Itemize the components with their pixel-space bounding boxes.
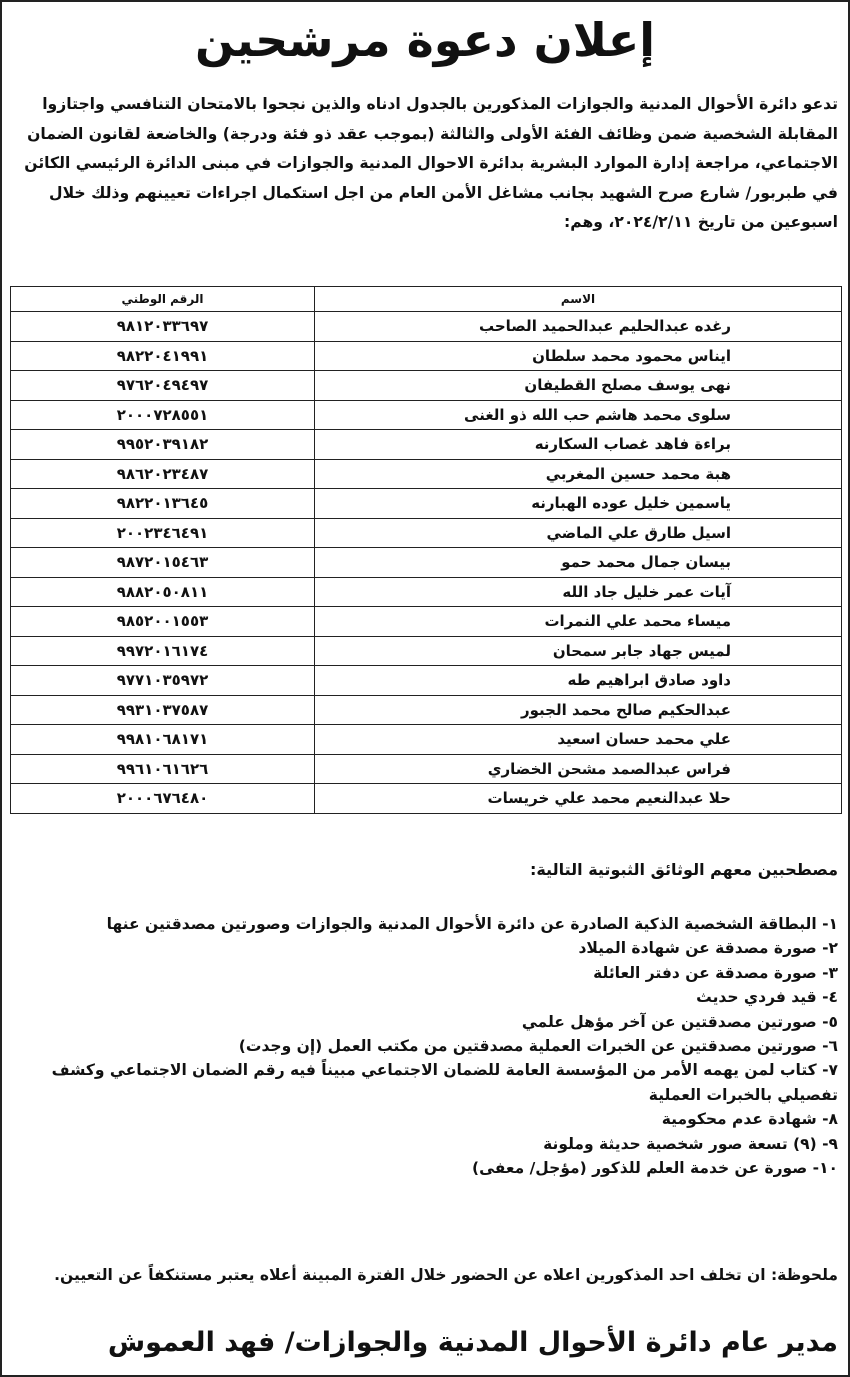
table-row bbox=[11, 577, 842, 607]
intro-line: في طبربور/ شارع صرح الشهيد بجانب مشاغل الأمن العام من اجل استكمال اجراءات تعيينهم وذلك خلال bbox=[49, 183, 838, 202]
note-text: ملحوظة: ان تخلف احد المذكورين اعلاه عن الحضور خلال الفترة المبينة أعلاه يعتبر مستنكفاً عن التعيين. bbox=[54, 1266, 838, 1284]
table-row bbox=[11, 430, 842, 460]
candidate-name: علي محمد حسان اسعيد bbox=[315, 725, 842, 755]
candidate-national-id: ٩٨٢٢٠١٣٦٤٥ bbox=[11, 489, 315, 519]
table-row bbox=[11, 666, 842, 696]
table-row bbox=[11, 548, 842, 578]
candidate-name: لميس جهاد جابر سمحان bbox=[315, 636, 842, 666]
candidate-national-id: ٩٨٨٢٠٥٠٨١١ bbox=[11, 577, 315, 607]
candidate-name: بيسان جمال محمد حمو bbox=[315, 548, 842, 578]
candidate-name: رغده عبدالحليم عبدالحميد الصاحب bbox=[315, 312, 842, 342]
page-title: إعلان دعوة مرشحين bbox=[194, 13, 656, 67]
list-item: ١٠- صورة عن خدمة العلم للذكور (مؤجل/ معفى) bbox=[471, 1159, 838, 1178]
candidate-name: ياسمين خليل عوده الهبارنه bbox=[315, 489, 842, 519]
intro-line: تدعو دائرة الأحوال المدنية والجوازات المذكورين بالجدول ادناه والذين نجحوا بالامتحان التنافسي واجتازوا bbox=[42, 95, 838, 113]
candidate-national-id: ٢٠٠٢٣٤٦٤٩١ bbox=[11, 518, 315, 548]
table-row bbox=[11, 489, 842, 519]
column-header-name: الاسم bbox=[315, 287, 842, 312]
candidate-national-id: ٩٨٥٢٠٠١٥٥٣ bbox=[11, 607, 315, 637]
table-row bbox=[11, 518, 842, 548]
candidate-name: آيات عمر خليل جاد الله bbox=[315, 577, 842, 607]
documents-heading: مصطحبين معهم الوثائق الثبوتية التالية: bbox=[529, 860, 838, 879]
candidate-national-id: ٩٩٨١٠٦٨١٧١ bbox=[11, 725, 315, 755]
signature: مدير عام دائرة الأحوال المدنية والجوازات/ فهد العموش bbox=[107, 1327, 838, 1358]
list-item: ٧- كتاب لمن يهمه الأمر من المؤسسة العامة للضمان الاجتماعي مبيناً فيه رقم الضمان الاجتماعي وكشف تفصيلي بالخبرات العملية bbox=[51, 1061, 838, 1104]
list-item: ٤- قيد فردي حديث bbox=[696, 988, 838, 1007]
candidate-national-id: ٩٩٥٢٠٣٩١٨٢ bbox=[11, 430, 315, 460]
list-item: ٢- صورة مصدقة عن شهادة الميلاد bbox=[578, 939, 838, 958]
candidate-name: عبدالحكيم صالح محمد الجبور bbox=[315, 695, 842, 725]
candidate-name: ايناس محمود محمد سلطان bbox=[315, 341, 842, 371]
candidate-name: ميساء محمد علي النمرات bbox=[315, 607, 842, 637]
list-item: ٥- صورتين مصدقتين عن آخر مؤهل علمي bbox=[521, 1012, 838, 1031]
list-item: ٩- (٩) تسعة صور شخصية حديثة وملونة bbox=[543, 1134, 838, 1153]
intro-line: المقابلة الشخصية ضمن وظائف الفئة الأولى والثالثة (بموجب عقد ذو فئة ودرجة) والخاضعة لقانون الضمان bbox=[27, 124, 838, 143]
candidate-name: داود صادق ابراهيم طه bbox=[315, 666, 842, 696]
table-header-row bbox=[11, 287, 842, 312]
intro-line: اسبوعين من تاريخ ٢٠٢٤/٢/١١، وهم: bbox=[564, 213, 838, 231]
table-row bbox=[11, 725, 842, 755]
candidate-name: حلا عبدالنعيم محمد علي خريسات bbox=[315, 784, 842, 814]
candidate-national-id: ٩٨٦٢٠٢٣٤٨٧ bbox=[11, 459, 315, 489]
candidate-national-id: ٩٨٧٢٠١٥٤٦٣ bbox=[11, 548, 315, 578]
candidate-national-id: ٩٩٣١٠٣٧٥٨٧ bbox=[11, 695, 315, 725]
candidates-table bbox=[10, 286, 842, 814]
table-row bbox=[11, 784, 842, 814]
table-row bbox=[11, 695, 842, 725]
list-item: ٨- شهادة عدم محكومية bbox=[661, 1110, 838, 1129]
candidate-national-id: ٩٧٦٢٠٤٩٤٩٧ bbox=[11, 371, 315, 401]
candidate-name: براءة فاهد غصاب السكارنه bbox=[315, 430, 842, 460]
table-row bbox=[11, 341, 842, 371]
column-header-national-id: الرقم الوطني bbox=[11, 287, 315, 312]
candidate-national-id: ٩٨١٢٠٣٣٦٩٧ bbox=[11, 312, 315, 342]
candidate-national-id: ٢٠٠٠٦٧٦٤٨٠ bbox=[11, 784, 315, 814]
list-item: ٣- صورة مصدقة عن دفتر العائلة bbox=[593, 963, 838, 982]
table-row bbox=[11, 459, 842, 489]
candidate-name: اسيل طارق علي الماضي bbox=[315, 518, 842, 548]
candidate-name: هبة محمد حسين المغربي bbox=[315, 459, 842, 489]
candidate-name: فراس عبدالصمد مشحن الخضاري bbox=[315, 754, 842, 784]
candidate-name: سلوى محمد هاشم حب الله ذو الغنى bbox=[315, 400, 842, 430]
documents-list bbox=[10, 912, 838, 1180]
candidate-national-id: ٢٠٠٠٧٢٨٥٥١ bbox=[11, 400, 315, 430]
table-row bbox=[11, 607, 842, 637]
candidate-national-id: ٩٩٦١٠٦١٦٢٦ bbox=[11, 754, 315, 784]
table-row bbox=[11, 312, 842, 342]
candidate-national-id: ٩٧٧١٠٣٥٩٧٢ bbox=[11, 666, 315, 696]
table-row bbox=[11, 400, 842, 430]
list-item: ١- البطاقة الشخصية الذكية الصادرة عن دائرة الأحوال المدنية والجوازات وصورتين مصدقتين عنها bbox=[106, 915, 838, 933]
table-row bbox=[11, 636, 842, 666]
candidate-national-id: ٩٨٢٢٠٤١٩٩١ bbox=[11, 341, 315, 371]
table-row bbox=[11, 371, 842, 401]
intro-line: الاجتماعي، مراجعة إدارة الموارد البشرية بدائرة الاحوال المدنية والجوازات في مبنى الدائرة الرئيسي الكائن bbox=[24, 154, 838, 172]
candidate-name: نهى يوسف مصلح القطيفان bbox=[315, 371, 842, 401]
table-row bbox=[11, 754, 842, 784]
intro-paragraph bbox=[10, 90, 838, 238]
candidate-national-id: ٩٩٧٢٠١٦١٧٤ bbox=[11, 636, 315, 666]
list-item: ٦- صورتين مصدقتين عن الخبرات العملية مصدقتين من مكتب العمل (إن وجدت) bbox=[238, 1037, 838, 1056]
